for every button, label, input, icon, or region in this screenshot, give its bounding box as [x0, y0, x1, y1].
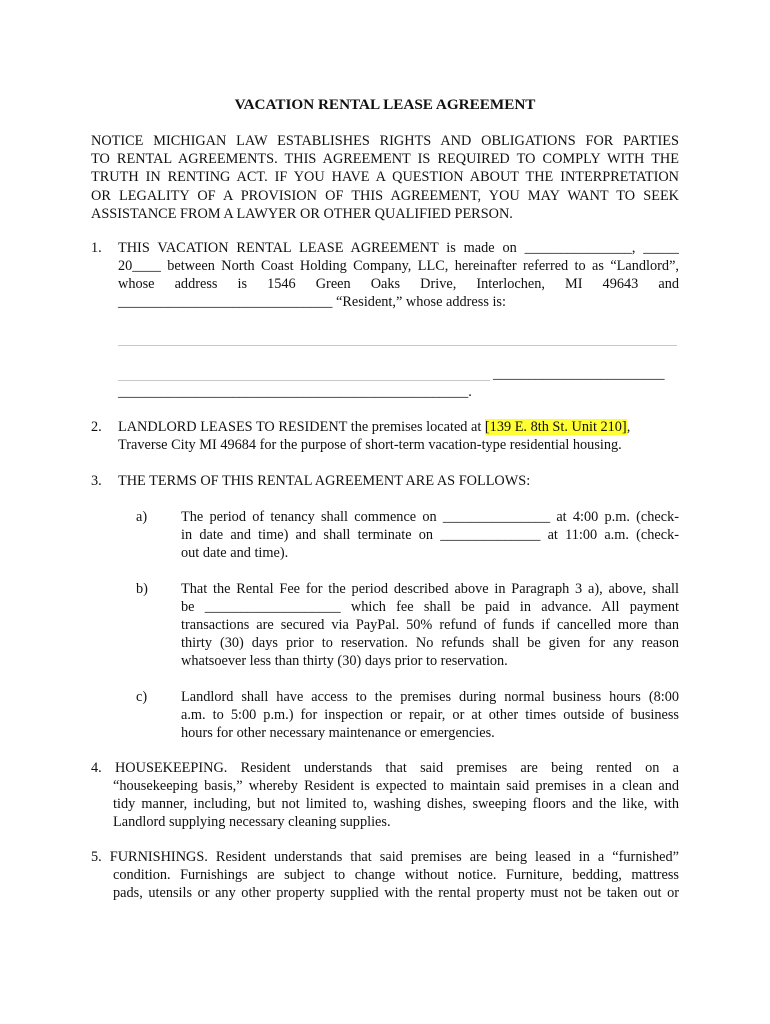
clause-b-line: whatsoever less than thirty (30) days prior to reservation.: [181, 653, 508, 669]
clause-a-line: The period of tenancy shall commence on _______________ at 4:00 p.m. (check-: [181, 509, 679, 525]
section-4-line: tidy manner, including, but not limited to, washing dishes, sweeping floors and the like, with: [113, 796, 679, 812]
section-4-line: 4. HOUSEKEEPING. Resident understands that said premises are being rented on a: [91, 760, 679, 776]
clause-b-label: b): [136, 581, 148, 597]
section-1-number: 1.: [91, 240, 102, 256]
clause-b-line: That the Rental Fee for the period described above in Paragraph 3 a), above, shall: [181, 581, 679, 597]
notice-paragraph: [91, 132, 679, 223]
section-2-line: [118, 418, 630, 436]
clause-c-line: a.m. to 5:00 p.m.) for inspection or repair, or at other times outside of business: [181, 707, 679, 723]
clause-b-line: be ___________________ which fee shall be paid in advance. All payment: [181, 599, 679, 615]
premises-address-highlight: [139 E. 8th St. Unit 210]: [484, 419, 627, 435]
section-2-text: LANDLORD LEASES TO RESIDENT the premises located at: [118, 419, 485, 435]
notice-line: ASSISTANCE FROM A LAWYER OR OTHER QUALIFIED PERSON.: [91, 205, 513, 222]
section-4-line: “housekeeping basis,” whereby Resident is expected to maintain said premises in a clean and: [113, 778, 679, 794]
section-2-number: 2.: [91, 419, 102, 435]
section-4-line: Landlord supplying necessary cleaning supplies.: [113, 814, 391, 830]
notice-line: TO RENTAL AGREEMENTS. THIS AGREEMENT IS REQUIRED TO COMPLY WITH THE: [91, 151, 679, 168]
resident-address-line: [118, 345, 677, 346]
section-1-line: ______________________________ “Resident,” whose address is:: [118, 294, 506, 310]
document-title: VACATION RENTAL LEASE AGREEMENT: [234, 96, 536, 113]
notice-line: TRUTH IN RENTING ACT. IF YOU HAVE A QUESTION ABOUT THE INTERPRETATION: [91, 169, 679, 186]
clause-a-label: a): [136, 509, 148, 525]
clause-c-label: c): [136, 689, 148, 705]
section-5-line: condition. Furnishings are subject to change without notice. Furniture, bedding, mattress: [113, 867, 679, 883]
section-1-line: 20____ between North Coast Holding Company, LLC, hereinafter referred to as “Landlord”,: [118, 258, 679, 274]
clause-b-line: transactions are secured via PayPal. 50% refund of funds if cancelled more than: [181, 617, 679, 633]
section-1-line: _________________________________________________.: [118, 384, 472, 400]
section-5-line: pads, utensils or any other property supplied with the rental property must not be taken out or: [113, 885, 679, 901]
clause-a-line: in date and time) and shall terminate on ______________ at 11:00 a.m. (check-: [181, 527, 679, 543]
section-1-line: whose address is 1546 Green Oaks Drive, Interlochen, MI 49643 and: [118, 276, 679, 292]
section-3-line: THE TERMS OF THIS RENTAL AGREEMENT ARE AS FOLLOWS:: [118, 473, 531, 489]
clause-a-line: out date and time).: [181, 545, 289, 561]
section-2-line: Traverse City MI 49684 for the purpose of short-term vacation-type residential housing.: [118, 437, 622, 453]
notice-line: NOTICE MICHIGAN LAW ESTABLISHES RIGHTS AND OBLIGATIONS FOR PARTIES: [91, 133, 679, 149]
clause-c-line: hours for other necessary maintenance or emergencies.: [181, 725, 495, 741]
notice-line: OR LEGALITY OF A PROVISION OF THIS AGREEMENT, YOU MAY WANT TO SEEK: [91, 187, 679, 204]
resident-address-line: [118, 380, 490, 381]
clause-b-line: thirty (30) days prior to reservation. No refunds shall be given for any reason: [181, 635, 679, 651]
section-2-text: ,: [626, 419, 631, 435]
section-5-line: 5. FURNISHINGS. Resident understands that said premises are being leased in a “furnished”: [91, 849, 679, 865]
section-1-line: THIS VACATION RENTAL LEASE AGREEMENT is made on _______________, _____: [118, 240, 679, 256]
section-3-number: 3.: [91, 473, 102, 489]
resident-address-blank: ________________________: [493, 366, 665, 382]
clause-c-line: Landlord shall have access to the premises during normal business hours (8:00: [181, 689, 679, 705]
